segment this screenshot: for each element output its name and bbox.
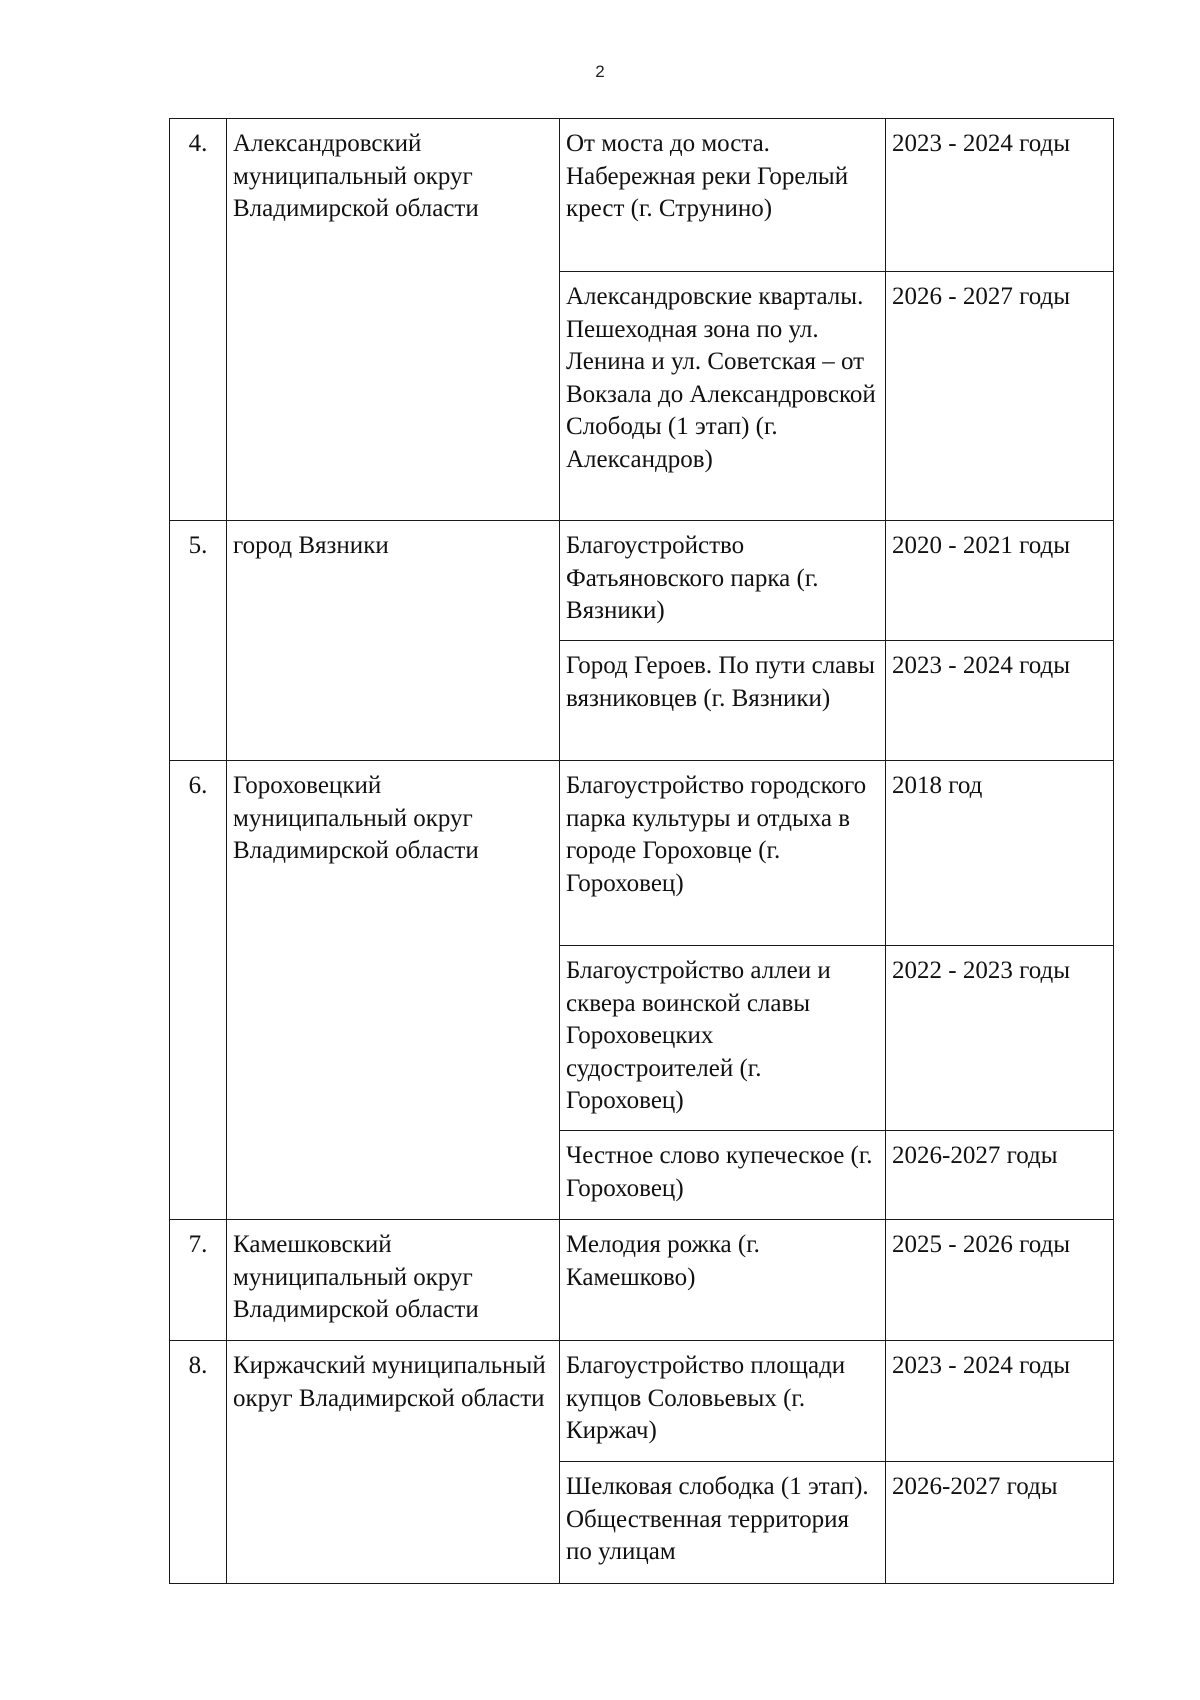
project-period-cell: 2023 - 2024 годы [886, 641, 1114, 761]
project-period-cell: 2026 - 2027 годы [886, 272, 1114, 521]
project-name-cell: Благоустройство аллеи и сквера воинской славы Гороховецких судостроителей (г. Гороховец) [560, 946, 886, 1131]
row-index: 7. [170, 1220, 227, 1341]
project-name-cell: Город Героев. По пути славы вязниковцев (г. Вязники) [560, 641, 886, 761]
project-name-cell: Александровские кварталы. Пешеходная зона по ул. Ленина и ул. Советская – от Вокзала до Александровской Слободы (1 этап) (г. Александров) [560, 272, 886, 521]
page-number: 2 [595, 62, 605, 81]
project-name-cell: Шелковая слободка (1 этап). Общественная территория по улицам [560, 1462, 886, 1584]
project-period-cell: 2026-2027 годы [886, 1462, 1114, 1584]
table-row [170, 1341, 1114, 1462]
project-period-cell: 2018 год [886, 761, 1114, 946]
project-name-cell: Благоустройство Фатьяновского парка (г. Вязники) [560, 521, 886, 641]
row-index: 4. [170, 119, 227, 521]
municipality-cell: Александровский муниципальный округ Владимирской области [227, 119, 560, 521]
municipality-cell: Киржачский муниципальный округ Владимирской области [227, 1341, 560, 1584]
row-index: 6. [170, 761, 227, 1220]
project-name-cell: Честное слово купеческое (г. Гороховец) [560, 1131, 886, 1220]
project-name-cell: Мелодия рожка (г. Камешково) [560, 1220, 886, 1341]
project-period-cell: 2020 - 2021 годы [886, 521, 1114, 641]
table-row [170, 1220, 1114, 1341]
row-index: 8. [170, 1341, 227, 1584]
project-name-cell: От моста до моста. Набережная реки Горелый крест (г. Струнино) [560, 119, 886, 272]
municipality-cell: город Вязники [227, 521, 560, 761]
project-period-cell: 2023 - 2024 годы [886, 1341, 1114, 1462]
table-row [170, 119, 1114, 272]
project-period-cell: 2025 - 2026 годы [886, 1220, 1114, 1341]
project-name-cell: Благоустройство площади купцов Соловьевых (г. Киржач) [560, 1341, 886, 1462]
project-period-cell: 2026-2027 годы [886, 1131, 1114, 1220]
municipality-cell: Камешковский муниципальный округ Владимирской области [227, 1220, 560, 1341]
project-period-cell: 2023 - 2024 годы [886, 119, 1114, 272]
table-row [170, 761, 1114, 946]
row-index: 5. [170, 521, 227, 761]
project-name-cell: Благоустройство городского парка культуры и отдыха в городе Гороховце (г. Гороховец) [560, 761, 886, 946]
project-period-cell: 2022 - 2023 годы [886, 946, 1114, 1131]
municipality-cell: Гороховецкий муниципальный округ Владимирской области [227, 761, 560, 1220]
projects-table [169, 118, 1114, 1584]
table-row [170, 521, 1114, 641]
